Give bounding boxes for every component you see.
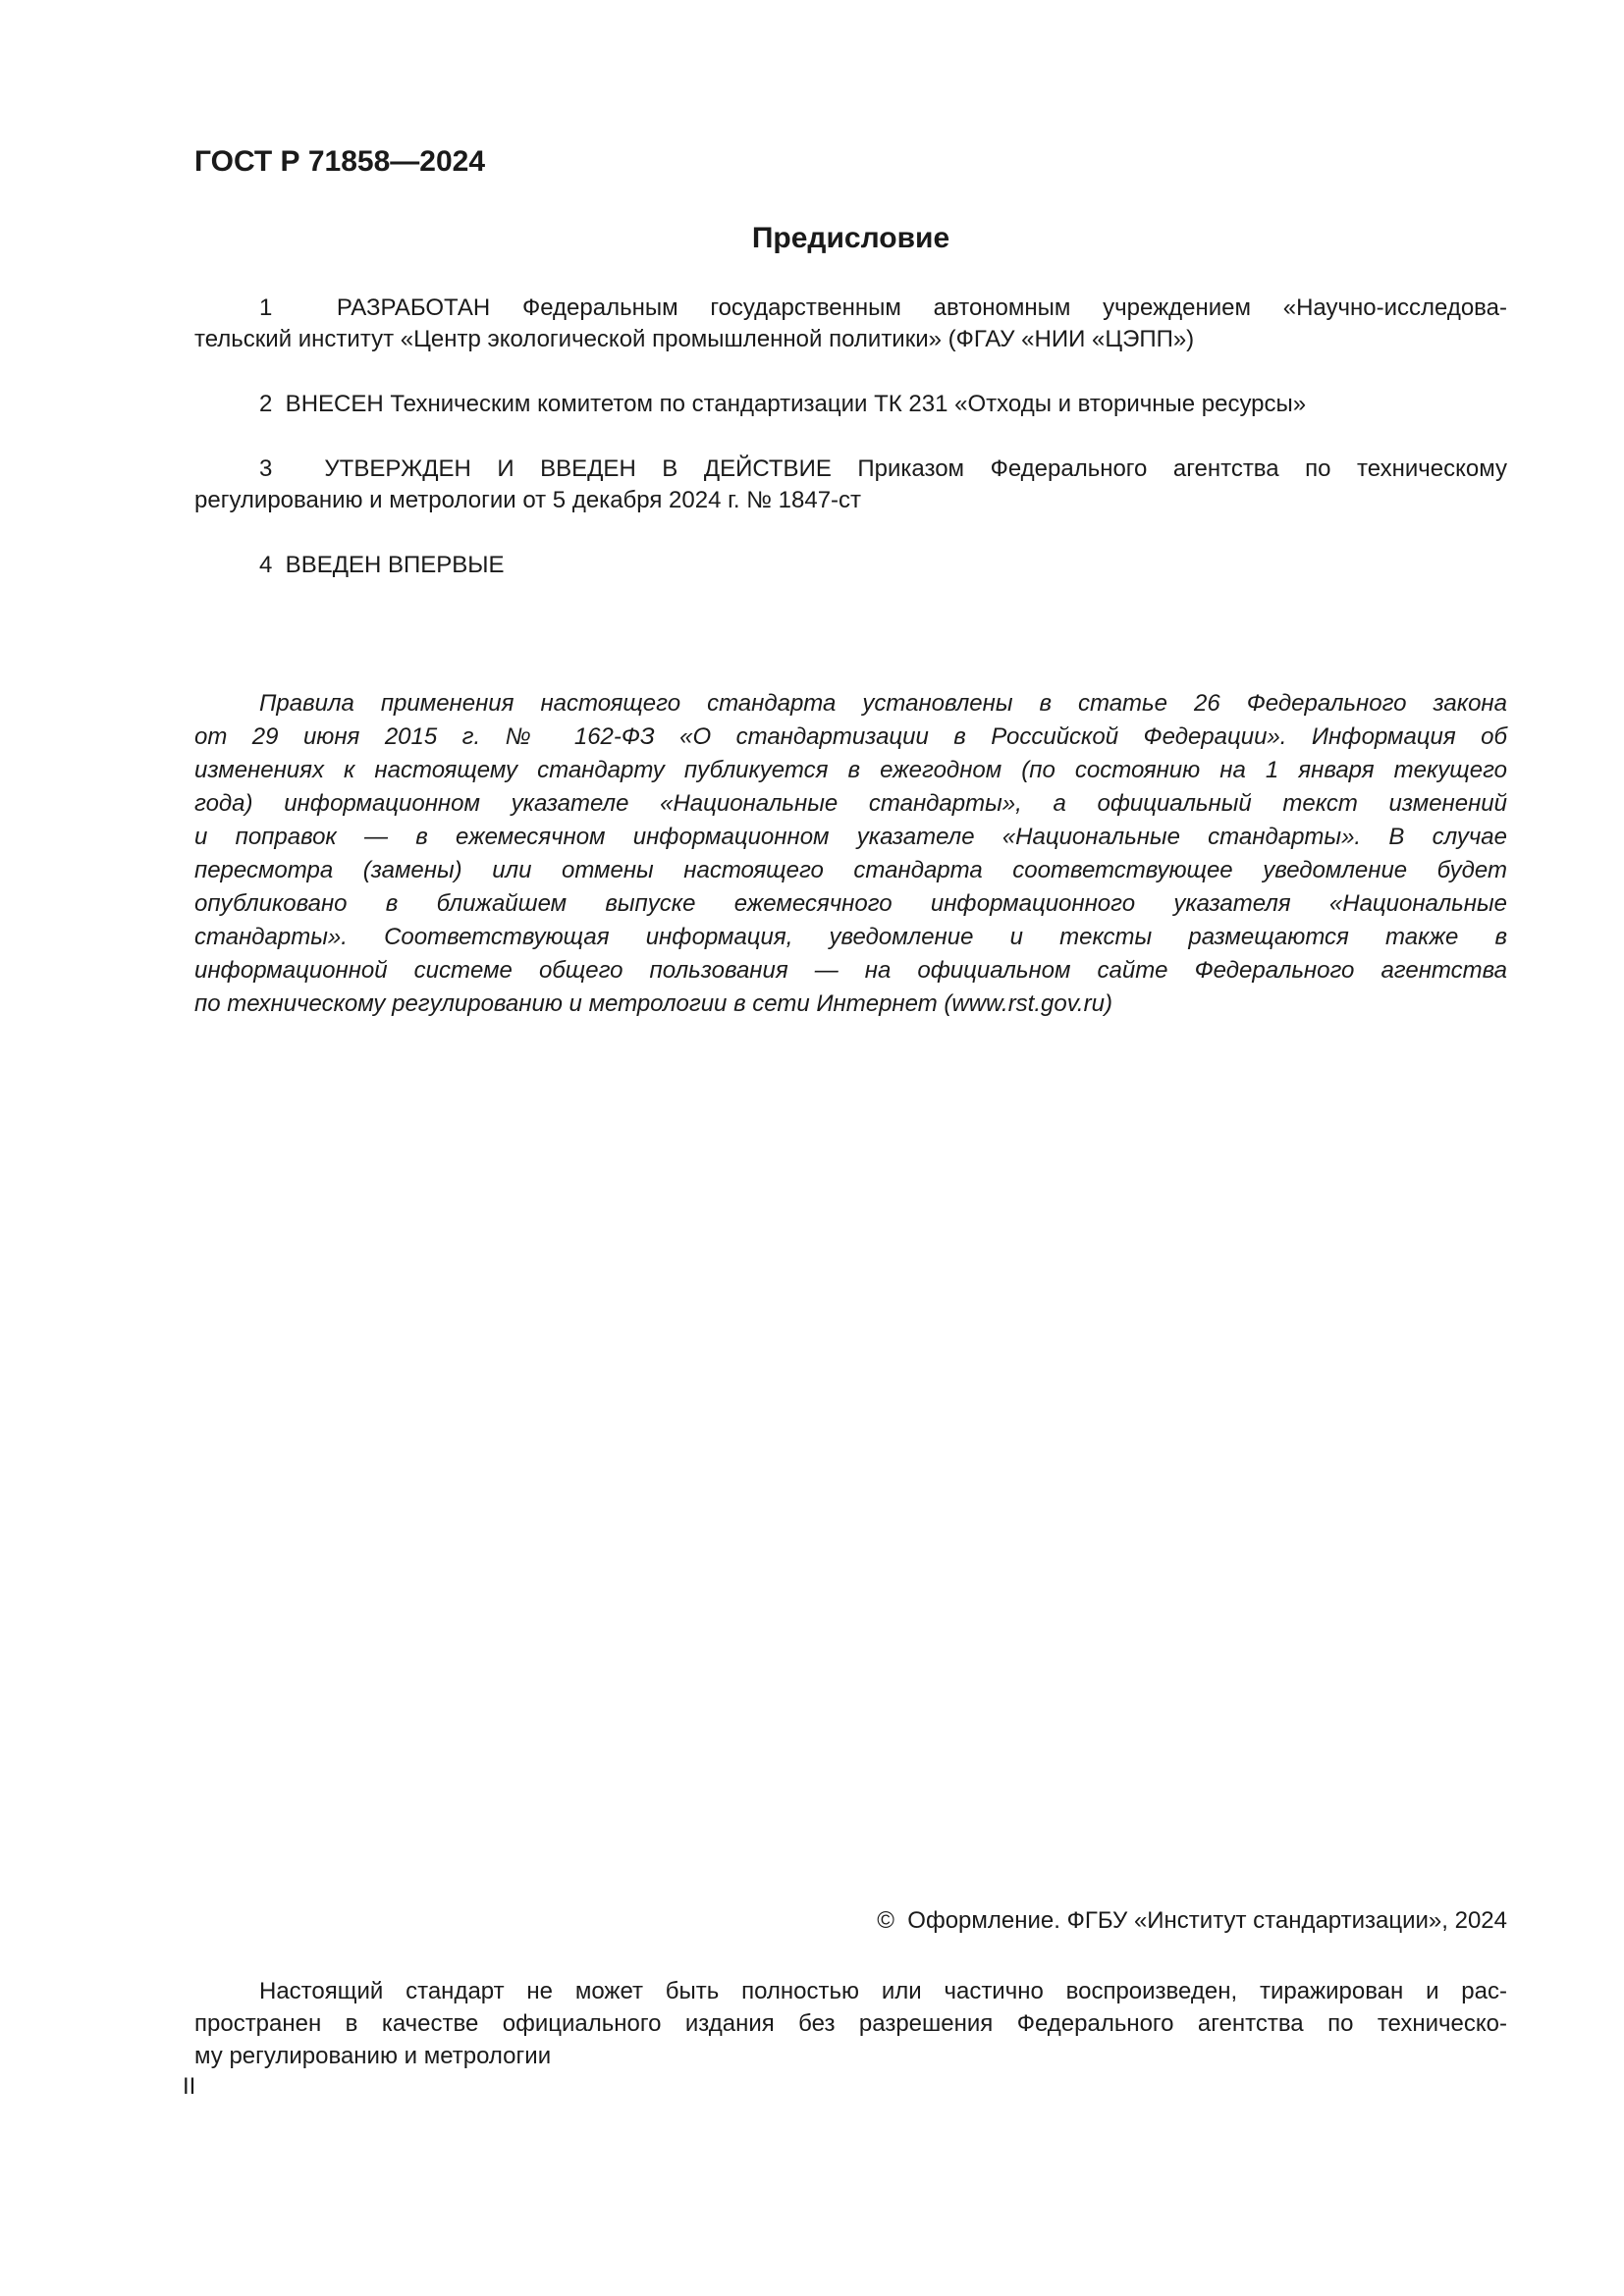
text-line: 1 РАЗРАБОТАН Федеральным государственным автономным учреждением «Научно-исследова-: [259, 294, 1507, 321]
reproduction-notice: [194, 1975, 1507, 2072]
page-title: Предисловие: [751, 222, 950, 254]
foreword-item-introduced: [194, 550, 1507, 581]
foreword-item-submitted: [194, 389, 1507, 420]
legal-notice: [194, 687, 1507, 1021]
copyright-line: © Оформление. ФГБУ «Институт стандартизации», 2024: [877, 1907, 1507, 1934]
text-line: информационной системе общего пользования — на официальном сайте Федерального агентства: [194, 957, 1507, 984]
text-line: пересмотра (замены) или отмены настоящего стандарта соответствующее уведомление будет: [194, 857, 1507, 883]
text-line: по техническому регулированию и метрологии в сети Интернет (www.rst.gov.ru): [194, 990, 1112, 1017]
text-line: опубликовано в ближайшем выпуске ежемесячного информационного указателя «Национальные: [194, 890, 1507, 917]
page-number: II: [183, 2073, 196, 2100]
standard-designation: ГОСТ Р 71858—2024: [194, 145, 486, 178]
foreword-item-developed: [194, 293, 1507, 355]
text-line: стандарты». Соответствующая информация, уведомление и тексты размещаются также в: [194, 924, 1507, 950]
text-line: Правила применения настоящего стандарта установлены в статье 26 Федерального закона: [259, 690, 1507, 717]
text-line: му регулированию и метрологии: [194, 2043, 552, 2069]
text-line: пространен в качестве официального издания без разрешения Федерального агентства по техническо-: [194, 2010, 1507, 2037]
text-line: Настоящий стандарт не может быть полностью или частично воспроизведен, тиражирован и рас-: [259, 1978, 1507, 2004]
text-line: 4 ВВЕДЕН ВПЕРВЫЕ: [259, 552, 505, 578]
foreword-section: [194, 293, 1507, 1021]
text-line: 2 ВНЕСЕН Техническим комитетом по стандартизации ТК 231 «Отходы и вторичные ресурсы»: [259, 391, 1307, 417]
text-line: изменениях к настоящему стандарту публикуется в ежегодном (по состоянию на 1 января текущего: [194, 757, 1507, 783]
text-line: тельский институт «Центр экологической промышленной политики» (ФГАУ «НИИ «ЦЭПП»): [194, 326, 1195, 352]
foreword-item-approved: [194, 454, 1507, 516]
text-line: 3 УТВЕРЖДЕН И ВВЕДЕН В ДЕЙСТВИЕ Приказом Федерального агентства по техническому: [259, 455, 1507, 482]
text-line: года) информационном указателе «Национальные стандарты», а официальный текст изменений: [194, 790, 1507, 817]
text-line: и поправок — в ежемесячном информационном указателе «Национальные стандарты». В случае: [194, 824, 1507, 850]
text-line: регулированию и метрологии от 5 декабря 2024 г. № 1847-ст: [194, 487, 862, 513]
text-line: от 29 июня 2015 г. № 162-ФЗ «О стандартизации в Российской Федерации». Информация об: [194, 723, 1507, 750]
